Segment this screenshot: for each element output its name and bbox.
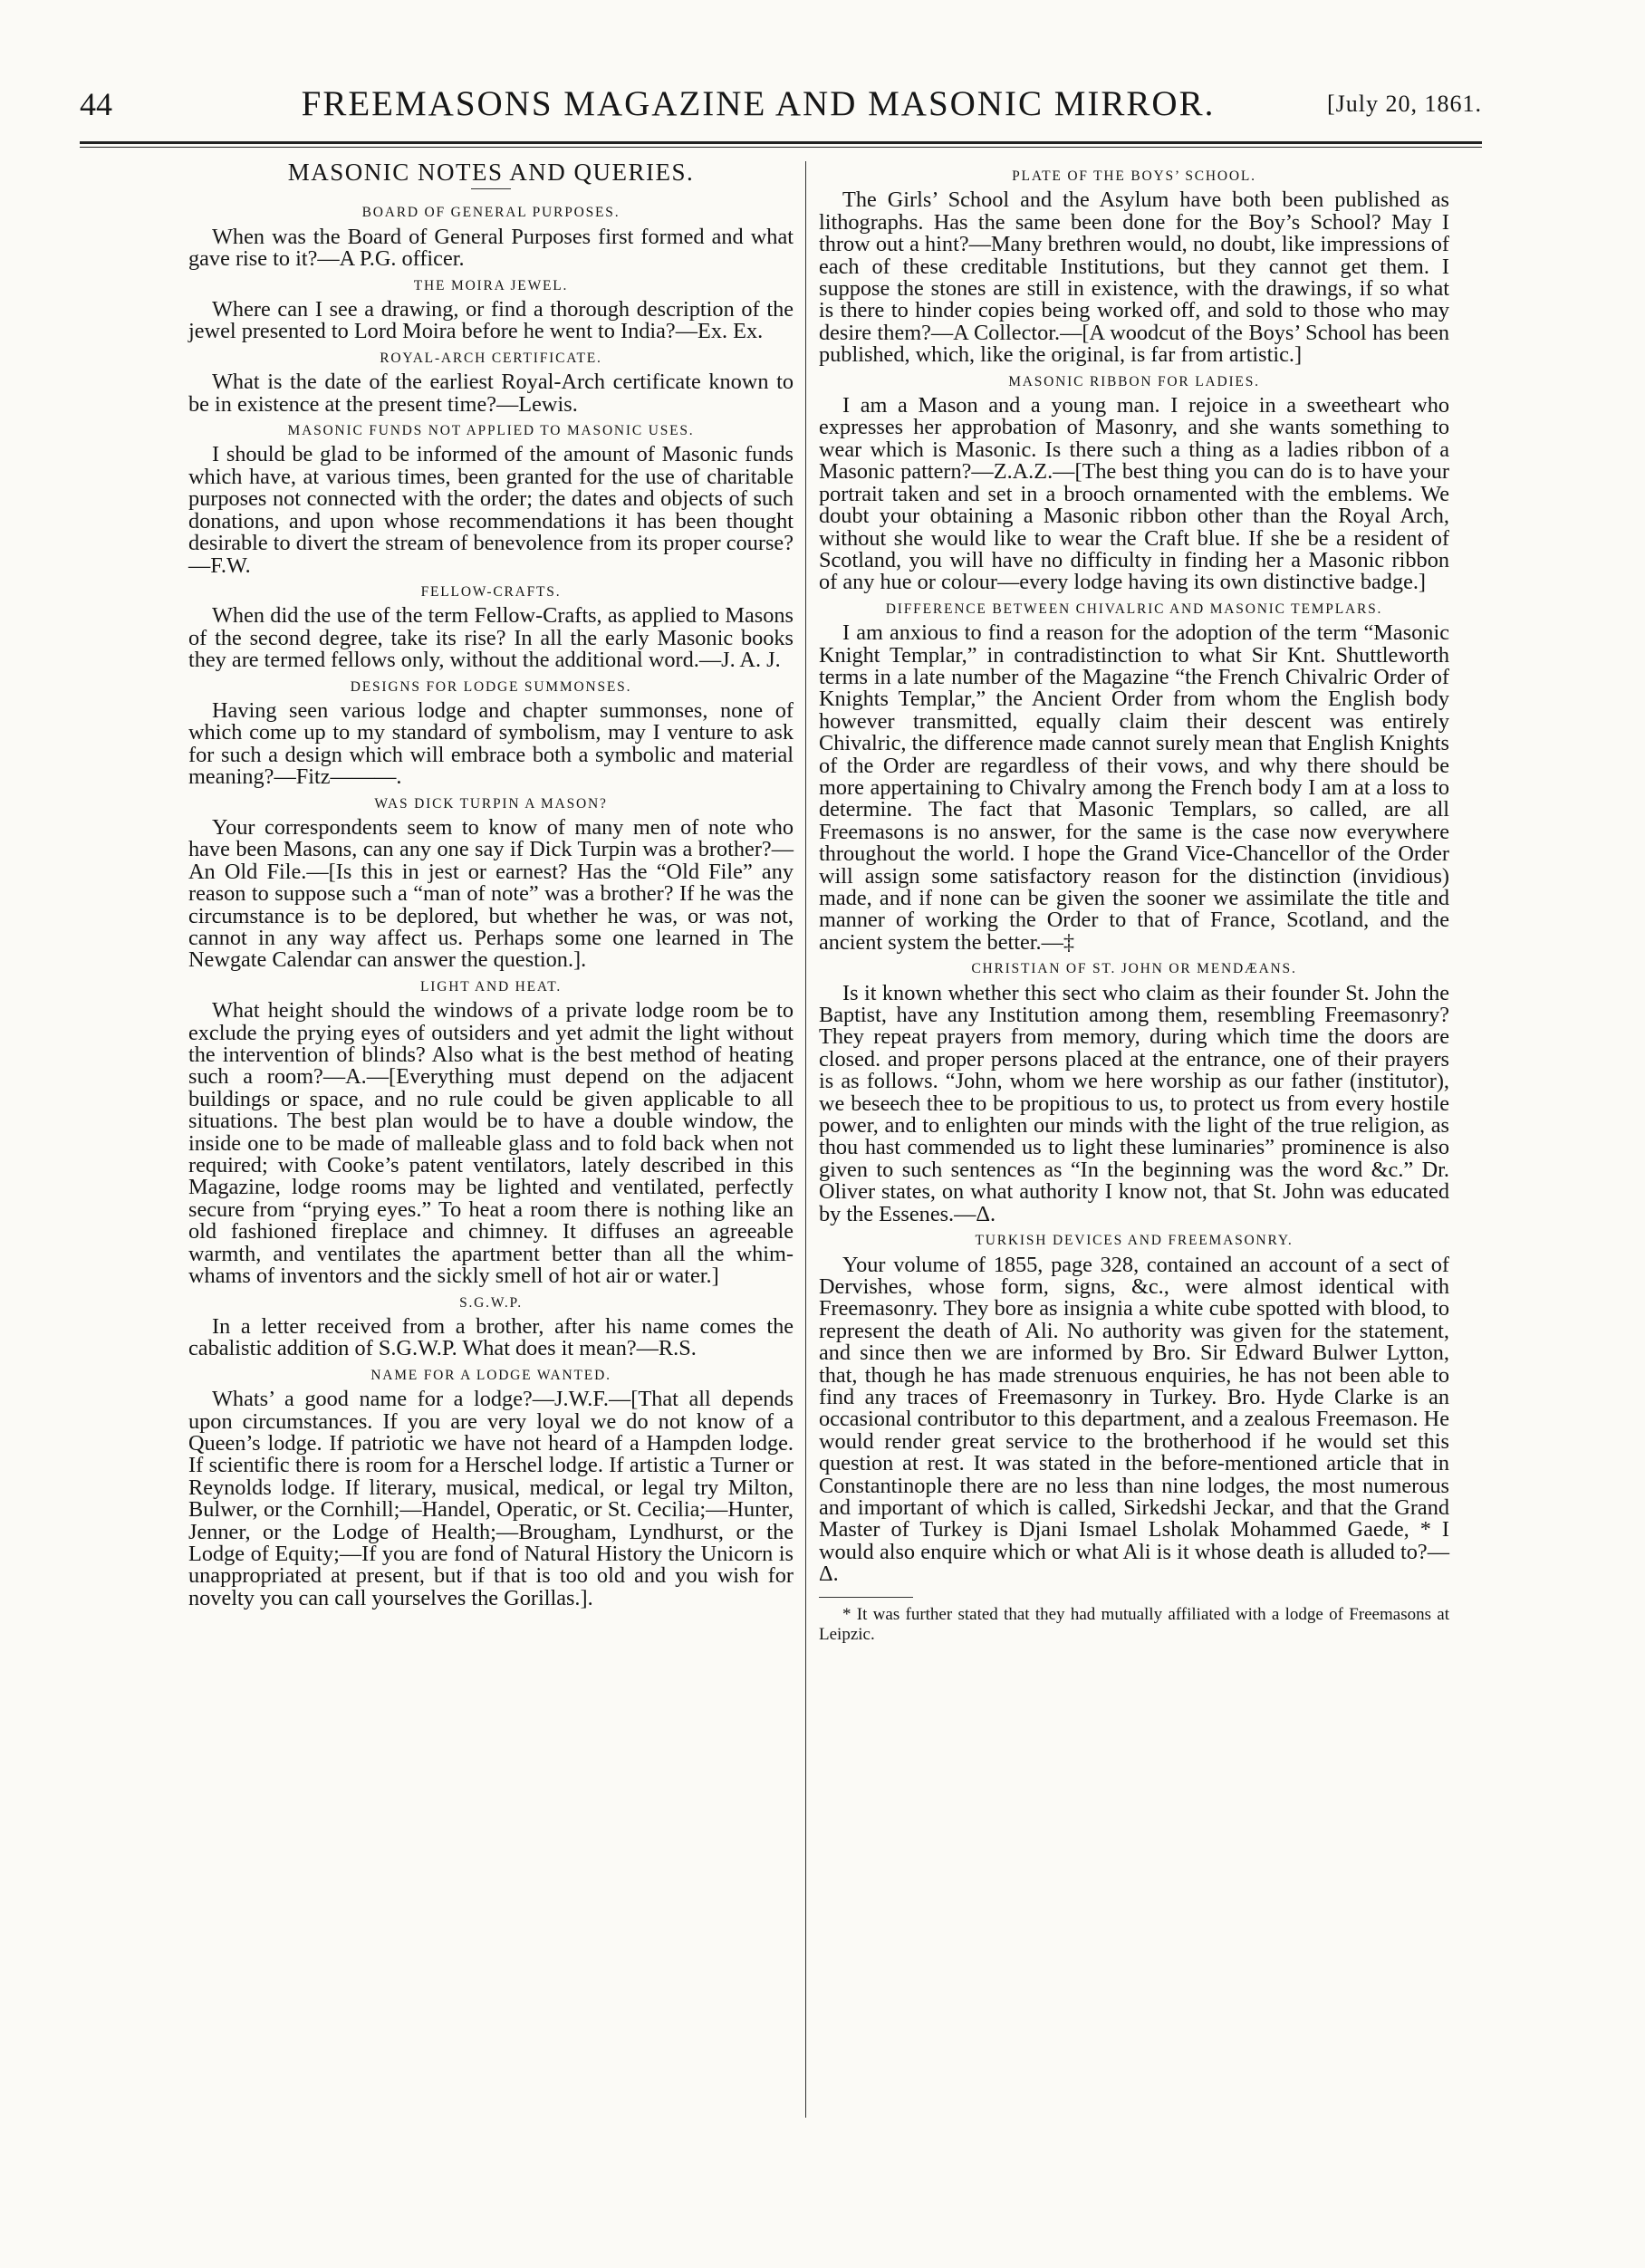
query-title: MASONIC FUNDS NOT APPLIED TO MASONIC USES. [287, 423, 695, 439]
query-body: In a letter received from a brother, after his name comes the cabalistic addition of S.G.W.P. What does it mean?—R.S. [188, 1313, 794, 1361]
query-body: What is the date of the earliest Royal-Arch certificate known to be in existence at the present time?—Lewis. [188, 370, 794, 417]
query-title: PLATE OF THE BOYS’ SCHOOL. [1012, 168, 1256, 184]
query-title: ROYAL-ARCH CERTIFICATE. [380, 350, 602, 366]
query-body: What height should the windows of a private lodge room be to exclude the prying eyes of outsiders and yet admit the light without the intervention of blinds? Also what is the best method of heating such a room?—A.—[Everything must depend on the adjacent buildings or space, and no rule could be given applicable to all situations. The best plan would be to have a double window, the inside one to be made of malleable glass and to fold back when not required; with Cooke’s patent ventilators, lately described in this Magazine, lodge rooms may be lighted and ventilated, perfectly secure from “prying eyes.” To heat a room there is nothing like an old fashioned fireplace and chimney. It diffuses an agreeable warmth, and ventilates the apartment better than all the whim-whams of inventors and the sickly smell of hot air or water.] [188, 998, 794, 1289]
query-title: DIFFERENCE BETWEEN CHIVALRIC AND MASONIC TEMPLARS. [885, 601, 1383, 617]
query-body: I am a Mason and a young man. I rejoice in a sweetheart who expresses her approbation of Masonry, and she wants something to wear which is Masonic. Is there such a thing as a ladies ribbon of a Masonic pattern?—Z.A.Z.—[The best thing you can do is to have your portrait taken and set in a brooch ornamented with the emblems. We doubt your obtaining a Masonic ribbon other than the Royal Arch, without she would like to wear the Craft blue. If she be a resident of Scotland, you will have no difficulty in finding her a Masonic ribbon of any hue or colour—every lodge having its own distinctive badge.] [819, 393, 1449, 595]
query-title: MASONIC RIBBON FOR LADIES. [1008, 373, 1260, 389]
query-title: WAS DICK TURPIN A MASON? [374, 795, 608, 812]
query-body: Your correspondents seem to know of many men of note who have been Masons, can any one say if Dick Turpin was a brother?—An Old File.—[Is this in jest or earnest? Has the “Old File” any reason to suppose such a “man of note” was a brother? If he was the circumstance is to be deplored, but whether he was, or was not, cannot in any way affect us. Perhaps some one learned in The Newgate Calendar can answer the question.]. [188, 814, 794, 973]
query-title: TURKISH DEVICES AND FREEMASONRY. [975, 1233, 1294, 1249]
column-divider [805, 161, 806, 2118]
header-rule-thin [80, 147, 1482, 148]
query-title: NAME FOR A LODGE WANTED. [370, 1367, 611, 1383]
query-body: Whats’ a good name for a lodge?—J.W.F.—[That all depends upon circumstances. If you are very loyal we do not know of a Queen’s lodge. If patriotic we have not heard of a Hampden lodge. If scientific there is room for a Herschel lodge. If artistic a Turner or Reynolds lodge. If literary, musical, medical, or legal try Milton, Bulwer, or the Cornhill;—Handel, Operatic, or St. Cecilia;—Hunter, Jenner, or the Lodge of Health;—Brougham, Lyndhurst, or the Lodge of Equity;—If you are fond of Natural History the Unicorn is unappropriated at present, but if that is too old and you wish for novelty you can call yourselves the Gorillas.]. [188, 1387, 794, 1610]
page-header [80, 78, 1482, 150]
header-rule [80, 141, 1482, 144]
query-title: FELLOW-CRAFTS. [420, 583, 562, 600]
query-body: The Girls’ School and the Asylum have both been published as lithographs. Has the same been done for the Boy’s School? May I throw out a hint?—Many brethren would, no doubt, like impressions of each of these creditable Institutions, but they cannot get them. I suppose the stones are still in existence, with the drawings, if so what is there to hinder copies being worked off, and sold to those who may desire them?—A Collector.—[A woodcut of the Boys’ School has been published, which, like the original, is far from artistic.] [819, 187, 1449, 368]
query-title: THE MOIRA JEWEL. [413, 277, 569, 293]
query-body: Is it known whether this sect who claim as their founder St. John the Baptist, have any Institution among them, resembling Freemasonry? They repeat prayers from memory, during which time the doors are closed. and proper persons placed at the entrance, one of their prayers is as follows. “John, whom we here worship as our father (institutor), we beseech thee to be propitious to us, to protect us from every hostile power, and to enlighten our minds with the light of the true religion, as thou hast commended us to light these luminaries” prominence is also given to such sentences as “In the beginning was the word &c.” Dr. Oliver states, on what authority I know not, that St. John was educated by the Essenes.—Δ. [819, 980, 1449, 1226]
query-title: CHRISTIAN OF ST. JOHN OR MENDÆANS. [971, 961, 1297, 977]
issue-date: [July 20, 1861. [1327, 91, 1482, 117]
footnote-rule [819, 1597, 913, 1598]
footnote: * It was further stated that they had mutually affiliated with a lodge of Freemasons at Leipzic. [819, 1604, 1449, 1644]
query-title: BOARD OF GENERAL PURPOSES. [361, 205, 620, 221]
query-title: S.G.W.P. [459, 1294, 523, 1311]
query-body: When was the Board of General Purposes first formed and what gave rise to it?—A P.G. officer. [188, 224, 794, 272]
query-body: When did the use of the term Fellow-Crafts, as applied to Masons of the second degree, take its rise? In all the early Masonic books they are termed fellows only, without the additional word.—J. A. J. [188, 603, 794, 673]
query-title: LIGHT AND HEAT. [419, 978, 562, 995]
query-body: Having seen various lodge and chapter summonses, none of which come up to my standard of symbolism, may I venture to ask for such a design which will embrace both a symbolic and material meaning?—Fitz———. [188, 697, 794, 790]
query-body: I am anxious to find a reason for the adoption of the term “Masonic Knight Templar,” in contradistinction to what Sir Knt. Shuttleworth terms in a late number of the Magazine “the French Chivalric Order of Knights Templar,” the Ancient Order from whom the English body however transmitted, equally claim their descent was entirely Chivalric, the difference made cannot surely mean that English Knights of the Order are regardless of their vows, and why there should be more appertaining to Chivalry among the French body I am at a loss to determine. The fact that Masonic Templars, so called, are all Freemasons is no answer, for the same is the case now everywhere throughout the world. I hope the Grand Vice-Chancellor of the Order will assign some satisfactory reason for the distinction (invidious) made, and if none can be given the sooner we assimilate the title and manner of working the Order to that of France, Scotland, and the ancient system the better.—‡ [819, 620, 1449, 955]
query-body: Your volume of 1855, page 328, contained an account of a sect of Dervishes, whose form, signs, &c., were almost identical with Freemasonry. They bore as insignia a white cube spotted with blood, to represent the death of Ali. No authority was given for the statement, and since then we are informed by Bro. Sir Edward Bulwer Lytton, that, though he has made strenuous enquiries, he has not been able to find any traces of Freemasonry in Turkey. Bro. Hyde Clarke is an occasional contributor to this department, and a zealous Freemason. He would render great service to the brotherhood if he would set this question at rest. It was stated in the before-mentioned article that in Constantinople there are no less than nine lodges, the most numerous and important of which is called, Sirkedshi Jeckar, and that the Grand Master of Turkey is Djani Ismael Lsholak Mohammed Gaede, * I would also enquire which or what Ali is it whose death is alluded to?—Δ. [819, 1252, 1449, 1587]
section-rule [471, 188, 511, 189]
page-number: 44 [80, 86, 112, 122]
section-title: MASONIC NOTES AND QUERIES. [287, 159, 695, 186]
query-title: DESIGNS FOR LODGE SUMMONSES. [350, 678, 632, 695]
query-body: I should be glad to be informed of the amount of Masonic funds which have, at various times, been granted for the use of charitable purposes not connected with the order; the dates and objects of such donations, and upon whose recommendations it has been thought desirable to divert the stream of benevolence from its proper course?—F.W. [188, 442, 794, 578]
magazine-title: FREEMASONS MAGAZINE AND MASONIC MIRROR. [301, 84, 1216, 123]
query-body: Where can I see a drawing, or find a thorough description of the jewel presented to Lord Moira before he went to India?—Ex. Ex. [188, 297, 794, 344]
left-column [188, 161, 794, 1614]
right-column [819, 161, 1449, 1645]
